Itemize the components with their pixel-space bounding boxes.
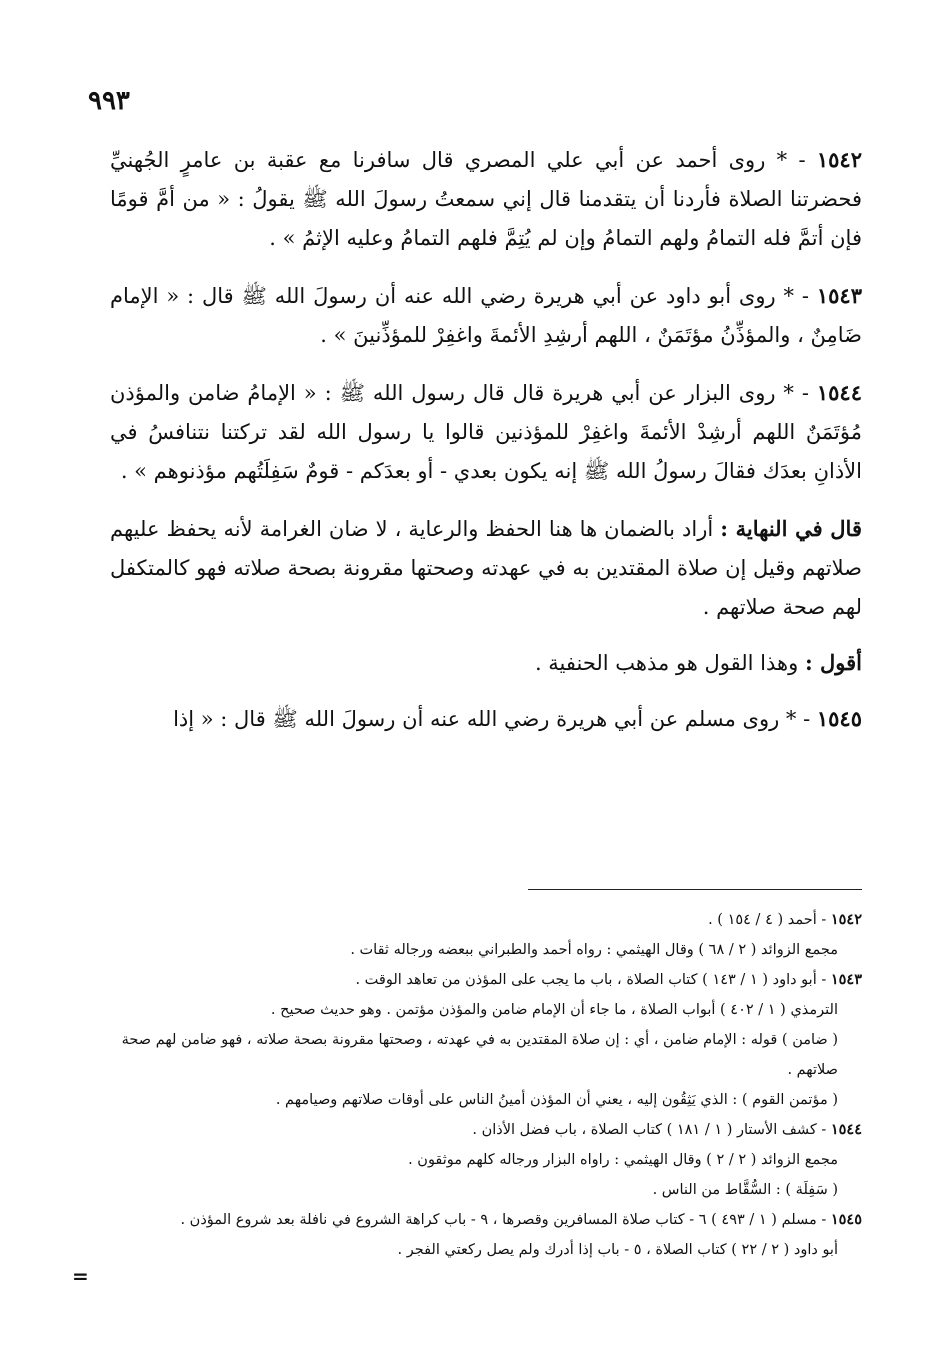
footnote — [110, 1025, 862, 1085]
page-number: ٩٩٣ — [88, 86, 130, 116]
footnote-text: ( سَفِلَة ) : السُّقَّاط من الناس . — [652, 1182, 838, 1198]
footnote-number: ١٥٤٣ — [830, 971, 862, 988]
hadith-text: - * روى أحمد عن أبي علي المصري قال سافرنا مع عقبة بن عامرٍ الجُهنيِّ فحضرتنا الصلاة فأردنا أن يتقدمنا قال إني سمعتُ رسولَ الله ﷺ يقولُ : « من أمَّ قومًا فإن أتمَّ فله التمامُ ولهم التمامُ وإن لم يُتِمَّ فلهم التمامُ وعليه الإثمُ » . — [110, 148, 862, 250]
footnote-text: - كشف الأستار ( ١ / ١٨١ ) كتاب الصلاة ، باب فضل الأذان . — [472, 1122, 827, 1138]
commentary-paragraph — [110, 509, 862, 627]
footnote-text: ( مؤتمن القوم ) : الذي يَثِقُون إليه ، يعني أن المؤذن أمينُ الناس على أوقات صلاتهم وصيامهم . — [275, 1092, 838, 1108]
footnote-text: ( ضامن ) قوله : الإمام ضامن ، أي : إن صلاة المقتدين به في عهدته ، وصحتها مقرونة بصحة صلاته ، فهو ضامن لهم صحة صلاتهم . — [121, 1032, 838, 1078]
opinion-lead: أقول : — [804, 650, 862, 675]
main-text — [110, 140, 862, 757]
commentary-lead: قال في النهاية : — [720, 516, 862, 541]
footnote — [110, 1145, 862, 1175]
hadith-text: - * روى أبو داود عن أبي هريرة رضي الله عنه أن رسولَ الله ﷺ قال : « الإمام ضَامِنٌ ، والمؤذِّنُ مؤتَمَنٌ ، اللهم أرشِدِ الأئمةَ واغفِرْ للمؤذِّنينَ » . — [110, 284, 862, 347]
opinion-text: وهذا القول هو مذهب الحنفية . — [534, 651, 799, 675]
footnote — [110, 1085, 862, 1115]
footnote-text: - أبو داود ( ١ / ١٤٣ ) كتاب الصلاة ، باب ما يجب على المؤذن من تعاهد الوقت . — [355, 972, 827, 988]
footnote-text: الترمذي ( ١ / ٤٠٢ ) أبواب الصلاة ، ما جاء أن الإمام ضامن والمؤذن مؤتمن . وهو حديث صحيح . — [270, 1002, 838, 1018]
footnote — [110, 1115, 862, 1145]
footnote — [110, 935, 862, 965]
footnote — [110, 995, 862, 1025]
footnote-text: مجمع الزوائد ( ٢ / ٢ ) وقال الهيثمي : راواه البزار ورجاله كلهم موثقون . — [408, 1152, 838, 1168]
margin-mark: = — [72, 1264, 89, 1288]
hadith-number: ١٥٤٣ — [816, 283, 862, 308]
footnote-number: ١٥٤٥ — [830, 1211, 862, 1228]
hadith-number: ١٥٤٥ — [816, 706, 862, 731]
footnote-divider — [528, 889, 862, 890]
opinion-paragraph — [110, 643, 862, 683]
hadith-text: - * روى البزار عن أبي هريرة قال قال رسول الله ﷺ : « الإمامُ ضامن والمؤذن مُؤتَمَنٌ اللهم أرشِدْ الأئمةَ واغفِرْ للمؤذنين قالوا يا رسول الله لقد تركتنا نتنافسُ في الأذانِ بعدَك فقالَ رسولُ الله ﷺ إنه يكون بعدي - أو بعدَكم - قومٌ سَفِلَتُهم مؤذنوهم » . — [110, 381, 862, 483]
footnote — [110, 905, 862, 935]
hadith-text: - * روى مسلم عن أبي هريرة رضي الله عنه أن رسولَ الله ﷺ قال : « إذا — [173, 707, 811, 731]
hadith-1545 — [110, 699, 862, 739]
footnote — [110, 1205, 862, 1235]
footnote — [110, 1175, 862, 1205]
footnote-number: ١٥٤٢ — [830, 911, 862, 928]
footnote — [110, 965, 862, 995]
footnote-number: ١٥٤٤ — [830, 1121, 862, 1138]
footnote-text: مجمع الزوائد ( ٢ / ٦٨ ) وقال الهيثمي : رواه أحمد والطبراني ببعضه ورجاله ثقات . — [350, 942, 838, 958]
hadith-1544 — [110, 373, 862, 491]
footnote-text: - أحمد ( ٤ / ١٥٤ ) . — [708, 912, 827, 928]
commentary-text: أراد بالضمان ها هنا الحفظ والرعاية ، لا ضان الغرامة لأنه يحفظ عليهم صلاتهم وقيل إن صلاة المقتدين به في عهدته وصحتها مقرونة بصحة صلاته فهو كالمتكفل لهم صحة صلاتهم . — [110, 517, 862, 619]
footnote — [110, 1235, 862, 1265]
footnote-text: - مسلم ( ١ / ٤٩٣ ) ٦ - كتاب صلاة المسافرين وقصرها ، ٩ - باب كراهة الشروع في نافلة بعد شروع المؤذن . — [180, 1212, 827, 1228]
footnote-text: أبو داود ( ٢ / ٢٢ ) كتاب الصلاة ، ٥ - باب إذا أدرك ولم يصل ركعتي الفجر . — [397, 1242, 838, 1258]
hadith-1542 — [110, 140, 862, 258]
footnotes — [110, 905, 862, 1265]
hadith-number: ١٥٤٤ — [816, 380, 862, 405]
hadith-number: ١٥٤٢ — [816, 147, 862, 172]
hadith-1543 — [110, 276, 862, 355]
